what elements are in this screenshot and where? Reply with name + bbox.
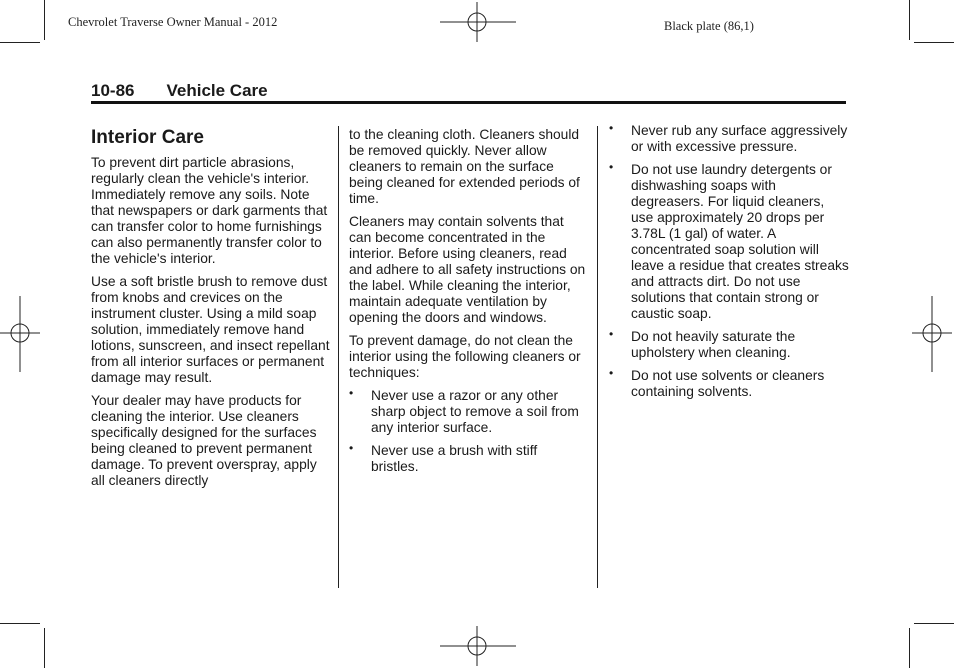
list-item: • Do not use laundry detergents or dishwashing soaps with degreasers. For liquid cleaners, use approximately 20 drops per 3.78L (1 gal) of water. A concentrated soap solution will leave a residue that creates streaks and attracts dirt. Do not use solutions that contain strong or caustic soap. <box>609 160 849 321</box>
bullet-icon: • <box>609 366 614 380</box>
list-item: • Never rub any surface aggressively or with excessive pressure. <box>609 121 848 154</box>
list-item: • Never use a brush with stiff bristles. <box>349 441 538 474</box>
bullet-list <box>349 388 587 475</box>
crop-mark <box>909 628 910 668</box>
bullet-icon: • <box>349 386 354 400</box>
paragraph: Your dealer may have products for cleaning the interior. Use cleaners specifically designed for the surfaces being cleaned to prevent permanent damage. To prevent overspray, apply all cleaners directly <box>91 393 317 488</box>
paragraph: To prevent dirt particle abrasions, regularly clean the vehicle's interior. Immediately remove any soils. Note that newspapers or dark garments that can transfer color to home furnishings can also permanently transfer color to the vehicle's interior. <box>91 155 328 266</box>
column-divider <box>338 126 339 588</box>
bullet-icon: • <box>349 441 354 455</box>
list-item: • Never use a razor or any other sharp object to remove a soil from any interior surface. <box>349 386 579 435</box>
crop-mark <box>44 628 45 668</box>
column-divider <box>597 126 598 588</box>
column-2 <box>349 127 587 482</box>
registration-mark-top <box>440 2 516 42</box>
paragraph: Cleaners may contain solvents that can become concentrated in the interior. Before using cleaners, read and adhere to all safety instructions on the label. While cleaning the interior, maintain adequate ventilation by opening the doors and windows. <box>349 214 586 325</box>
section-heading: Interior Care <box>91 127 204 148</box>
manual-title: Chevrolet Traverse Owner Manual - 2012 <box>68 15 278 29</box>
column-1 <box>91 127 331 496</box>
page-header <box>91 81 268 101</box>
crop-mark <box>0 623 40 624</box>
bullet-list <box>609 123 849 400</box>
paragraph: Use a soft bristle brush to remove dust from knobs and crevices on the instrument cluster. Using a mild soap solution, immediately remove hand lotions, sunscreen, and insect repellant from all interior surfaces or permanent damage may result. <box>91 274 330 385</box>
bullet-icon: • <box>609 160 614 174</box>
column-3 <box>609 123 849 407</box>
section-title: Vehicle Care <box>166 81 268 100</box>
paragraph: To prevent damage, do not clean the interior using the following cleaners or techniques: <box>349 333 581 380</box>
bullet-icon: • <box>609 327 614 341</box>
bullet-icon: • <box>609 121 614 135</box>
registration-mark-left <box>0 296 40 372</box>
registration-mark-bottom <box>440 626 516 666</box>
list-item: • Do not heavily saturate the upholstery when cleaning. <box>609 327 796 360</box>
crop-mark <box>0 42 40 43</box>
list-item: • Do not use solvents or cleaners containing solvents. <box>609 366 825 399</box>
header-rule <box>91 101 846 104</box>
paragraph: to the cleaning cloth. Cleaners should be removed quickly. Never allow cleaners to remain on the surface being cleaned for extended periods of time. <box>349 127 580 206</box>
page-number: 10-86 <box>91 81 135 100</box>
crop-mark <box>914 623 954 624</box>
crop-mark <box>44 0 45 40</box>
crop-mark <box>914 42 954 43</box>
registration-mark-right <box>912 296 952 372</box>
crop-mark <box>909 0 910 40</box>
plate-label: Black plate (86,1) <box>664 19 754 33</box>
